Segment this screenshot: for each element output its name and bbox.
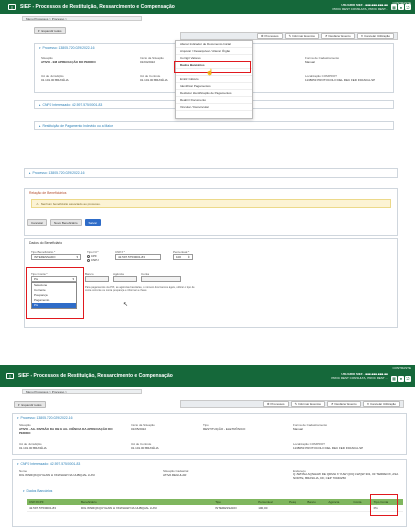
cancelar-utilizacao-button[interactable]: ✕ Cancelar Utilização: [357, 33, 394, 39]
pix-help-text: Para pagamentos via PIX, as agências bancárias, o número dos bancos ágeis, utilizar o tipo de conta corrente ou conta poupança e informar a chave: [85, 286, 195, 292]
option-selecione[interactable]: Selecione: [34, 283, 48, 287]
chevron-down-icon: ▾: [17, 462, 19, 466]
menu-item[interactable]: Arquivar / Desarquivar / Alterar Órgão: [176, 48, 252, 55]
situacao-value: ATIVO - EM APRECIAÇÃO DO PEDIDO: [41, 60, 96, 64]
cancel-icon: ✕: [360, 34, 364, 38]
situacao-cadastral-value: ATIVA REGULAR: [163, 473, 187, 477]
beneficiarios-title: Relação de Beneficiários: [29, 191, 67, 195]
cell-banco: [305, 505, 326, 512]
col-cnpj-cpf: CNPJ/CPF: [27, 499, 79, 505]
informar-eventos-button[interactable]: ✎ Informar Eventos: [285, 33, 319, 39]
mouse-cursor-icon: ↖: [123, 302, 129, 308]
gear-icon: ⚙: [260, 34, 264, 38]
expand-all-button[interactable]: ▾ Expandir todos: [34, 27, 66, 34]
gear-icon: ⚙: [266, 402, 270, 406]
menu-item[interactable]: Corrigir Valores: [176, 55, 252, 62]
tipo-beneficiario-select[interactable]: INTERESSADO ▾: [31, 254, 81, 260]
chevron-down-icon: ▾: [39, 46, 41, 50]
localizacao-value: 1138053 PROTOCOLO DEL REC FED FRANCA-SP: [293, 446, 364, 450]
dados-bancarios-table: [27, 499, 403, 512]
desfazer-evento-button[interactable]: ↺ Desfazer Evento: [321, 33, 355, 39]
inicio-label: Início da Situação: [140, 56, 164, 60]
screenshot-2: [0, 160, 415, 330]
menu-grid-icon[interactable]: ▦: [392, 4, 396, 10]
toolbar: [180, 400, 404, 408]
inicio-label: Início da Situação: [131, 423, 155, 427]
app-header: [0, 0, 415, 14]
cancelar-utilizacao-button[interactable]: ✕ Cancelar Utilização: [363, 401, 400, 407]
chevron-down-icon: ▾: [38, 28, 40, 33]
endereco-value: Q JWNSH AQNHAW DE QDMH X YHW QOQ LWQW 301, 03 TERREOX, ASA NORTE, BRASILIA, DF, CEP 70040250: [293, 472, 399, 480]
col-percentual: Percentual: [256, 499, 287, 505]
screenshot-3: [0, 365, 415, 530]
col-tipo: Tipo: [213, 499, 256, 505]
chevron-right-icon: ▸: [39, 124, 41, 128]
exit-icon[interactable]: ⎋: [406, 4, 410, 10]
cell-conta: [351, 505, 371, 512]
undo-icon: ↺: [330, 402, 334, 406]
cnpj-input[interactable]: 42.597.575/0001-83: [115, 254, 161, 260]
cell-tipo: INTERESSADO: [213, 505, 256, 512]
new-beneficiary-button[interactable]: Novo Beneficiário: [50, 219, 82, 226]
table-row[interactable]: [27, 505, 403, 512]
ua-jurisdicao-label: UA de Jurisdição: [19, 442, 42, 446]
menu-item[interactable]: Emitir Cálculo: [176, 76, 252, 83]
app-logo-icon: ≡: [6, 373, 14, 379]
conta-input[interactable]: [141, 276, 181, 282]
chevron-down-icon: ▾: [76, 255, 78, 259]
user-icon[interactable]: ●: [399, 4, 403, 10]
agencia-label: Agência: [113, 272, 124, 276]
cnpj-label: CNPJ *: [115, 250, 125, 254]
option-corrente[interactable]: Corrente: [34, 288, 46, 292]
cnpj-radio[interactable]: CNPJ: [87, 258, 99, 262]
app-title: SIEF - Processos de Restituição, Ressarcimento e Compensação: [18, 373, 173, 379]
processo-panel-header[interactable]: ▾ Processo: 13805.720.029/2022-16: [39, 46, 95, 50]
tipo-conta-label: Tipo Conta *: [31, 272, 48, 276]
situacao-cadastral-label: Situação Cadastral: [163, 469, 189, 473]
warning-icon: ⚠: [36, 201, 39, 206]
breadcrumb[interactable]: Menu Processos > Processo >: [22, 16, 142, 21]
edit-icon: ✎: [294, 402, 298, 406]
cpf-radio[interactable]: CPF: [87, 254, 99, 258]
ua-controle-value: 01.101.00 BRASÍLIA: [131, 446, 159, 450]
breadcrumb[interactable]: Menu Processos > Processo >: [22, 389, 142, 394]
cell-tipo-conta: Pix: [372, 505, 403, 512]
save-button[interactable]: Salvar: [85, 219, 102, 226]
tipo-beneficiario-label: Tipo Beneficiário *: [31, 250, 56, 254]
app-title: SIEF - Processos de Restituição, Ressarcimento e Compensação: [20, 4, 175, 10]
dados-beneficiario-panel: [24, 238, 398, 328]
cnpj-panel[interactable]: ▸ CNPJ Interessado: 42.597.575/0001-83: [34, 100, 394, 109]
forma-value: Manual: [293, 427, 303, 431]
cnpj-panel: [12, 459, 407, 527]
banco-label: Banco: [85, 272, 94, 276]
processo-collapsed-panel[interactable]: ▸ Processo: 13805.720.029/2022-16: [24, 168, 398, 178]
cell-percentual: 100,00: [256, 505, 287, 512]
dados-bancarios-header[interactable]: ▾ Dados Bancários: [23, 489, 53, 493]
menu-item[interactable]: [176, 69, 252, 76]
col-beneficiario: Beneficiário: [79, 499, 213, 505]
tipo-value: RESTITUIÇÃO - ELETRÔNICO: [203, 427, 246, 431]
ua-jurisdicao-value: 01.101.00 BRASÍLIA: [19, 446, 47, 450]
inicio-value: 01/05/2022: [131, 427, 147, 431]
localizacao-label: Localização COMPROT: [305, 74, 338, 78]
cell-pesq: [287, 505, 305, 512]
ua-jurisdicao-value: 01.101.00 BRASÍLIA: [41, 78, 69, 82]
forma-label: Forma de Cadastramento: [305, 56, 340, 60]
edit-icon: ✎: [288, 34, 292, 38]
chevron-down-icon: ▾: [23, 489, 25, 493]
chevron-down-icon: ▾: [17, 416, 19, 420]
col-tipo-conta: Tipo Conta: [372, 499, 403, 505]
localizacao-label: Localização COMPROT: [293, 442, 326, 446]
menu-item[interactable]: Reabrir Documento: [176, 97, 252, 104]
restituicao-panel[interactable]: ▸ Restituição de Pagamento Indevido ou a Maior: [34, 121, 394, 130]
app-logo-icon: ≡: [8, 4, 16, 10]
processo-panel: [12, 413, 407, 455]
cancel-button[interactable]: Cancelar: [27, 219, 47, 226]
situacao-label: Situação: [41, 56, 53, 60]
situacao-value: ATIVO - AG. DIVISÃO DA OB E AG. CIÊNCIA DA APRECIAÇÃO DO PEDIDO: [19, 427, 113, 435]
chevron-down-icon: ▾: [72, 277, 74, 281]
ua-controle-label: UA de Controle: [131, 442, 152, 446]
processos-dropdown-menu: [175, 40, 253, 119]
tipo-label: Tipo: [203, 423, 209, 427]
ua-controle-label: UA de Controle: [140, 74, 161, 78]
exit-icon[interactable]: ⎋: [406, 376, 410, 381]
localizacao-value: 1138053 PROTOCOLO DEL REC FED FRANCA-SP: [305, 78, 376, 82]
cnpj-panel-header[interactable]: ▾ CNPJ Interessado: 42.597.575/0001-83: [17, 462, 81, 466]
percentual-input[interactable]: 100 ⇕: [173, 254, 193, 260]
col-agencia: Agência: [326, 499, 351, 505]
menu-item[interactable]: Identificar Pagamentos: [176, 83, 252, 90]
chevron-right-icon: ▸: [29, 171, 31, 175]
menu-item[interactable]: Vincular / Desvincular: [176, 104, 252, 111]
processos-button[interactable]: ⚙ Processos: [257, 33, 283, 39]
contrast-toggle[interactable]: CONTRASTE: [392, 366, 411, 370]
agencia-input[interactable]: [113, 276, 137, 282]
desfazer-evento-button[interactable]: ↺ Desfazer Evento: [327, 401, 361, 407]
user-unit: PROC REST CONSULTA, PROC REST...: [332, 7, 388, 11]
screenshot-1: [0, 0, 415, 140]
ua-jurisdicao-label: UA de Jurisdição: [41, 74, 64, 78]
option-poupanca[interactable]: Poupança: [34, 293, 48, 297]
cell-cnpj-cpf: 42.597.575/0001-83: [27, 505, 79, 512]
toolbar: [180, 32, 398, 40]
menu-item-dados-bancarios[interactable]: Dados Bancários: [176, 62, 252, 69]
processos-button[interactable]: ⚙ Processos: [263, 401, 289, 407]
banco-input[interactable]: [85, 276, 109, 282]
forma-label: Forma de Cadastramento: [293, 423, 328, 427]
user-unit: PROC REST CONSULTA, PROC REST ...: [331, 376, 388, 380]
option-pix[interactable]: Pix: [32, 303, 76, 308]
undo-icon: ↺: [324, 34, 328, 38]
col-conta: Conta: [351, 499, 371, 505]
user-name: USUARIO SIEF - ■■■.■■■.■■■-■■: [341, 372, 388, 376]
mouse-cursor-icon: ☝: [206, 70, 214, 76]
menu-item[interactable]: Desfazer Identificação de Pagamentos: [176, 90, 252, 97]
tipo-conta-select[interactable]: Pix ▾: [31, 276, 77, 282]
nome-value: DIG WNRQKQUYHAW H XKWHAW NA UHBQJAL LUNI: [19, 473, 95, 477]
tipo-ni-label: Tipo NI *: [87, 250, 99, 254]
no-beneficiary-warning: ⚠ Nenhum beneficiário associado ao processo.: [31, 199, 391, 208]
conta-label: Conta: [141, 272, 150, 276]
menu-item[interactable]: Alterar Indicador de Documento Inicial: [176, 41, 252, 48]
chevron-down-icon: ▾: [18, 402, 20, 407]
menu-grid-icon[interactable]: ▦: [392, 376, 396, 381]
col-pesq: Pesq: [287, 499, 305, 505]
inicio-value: 01/04/2022: [140, 60, 156, 64]
user-name: USUARIO SIEF - ■■■.■■■.■■■-■■: [341, 3, 388, 7]
forma-value: Manual: [305, 60, 315, 64]
dados-beneficiario-title: Dados do Beneficiário: [29, 241, 63, 245]
tipo-conta-options: [31, 282, 77, 309]
endereco-label: Endereço: [293, 469, 306, 473]
col-banco: Banco: [305, 499, 326, 505]
processo-panel-header[interactable]: ▾ Processo: 13805.720.029/2022-16: [17, 416, 73, 420]
cancel-icon: ✕: [366, 402, 370, 406]
option-pagamento[interactable]: Pagamento: [34, 298, 50, 302]
app-header: [0, 365, 415, 387]
user-info: [332, 3, 388, 11]
cell-agencia: [326, 505, 351, 512]
ua-controle-value: 01.101.00 BRASÍLIA: [140, 78, 168, 82]
stepper-icon: ⇕: [187, 255, 190, 259]
nome-label: Nome: [19, 469, 28, 473]
user-icon[interactable]: ●: [399, 376, 403, 381]
informar-eventos-button[interactable]: ✎ Informar Eventos: [291, 401, 325, 407]
situacao-label: Situação: [19, 423, 31, 427]
user-info: [331, 372, 388, 380]
chevron-right-icon: ▸: [39, 103, 41, 107]
expand-all-button[interactable]: ▾ Expandir todos: [14, 401, 46, 408]
cell-beneficiario: DIG WNRQKQUYHAW H XKWHAW NA UHBQJAL LUNI: [79, 505, 213, 512]
contrast-toggle[interactable]: CONTRASTE: [392, 1, 411, 5]
beneficiarios-panel: [24, 188, 398, 236]
percentual-label: Percentual *: [173, 250, 190, 254]
